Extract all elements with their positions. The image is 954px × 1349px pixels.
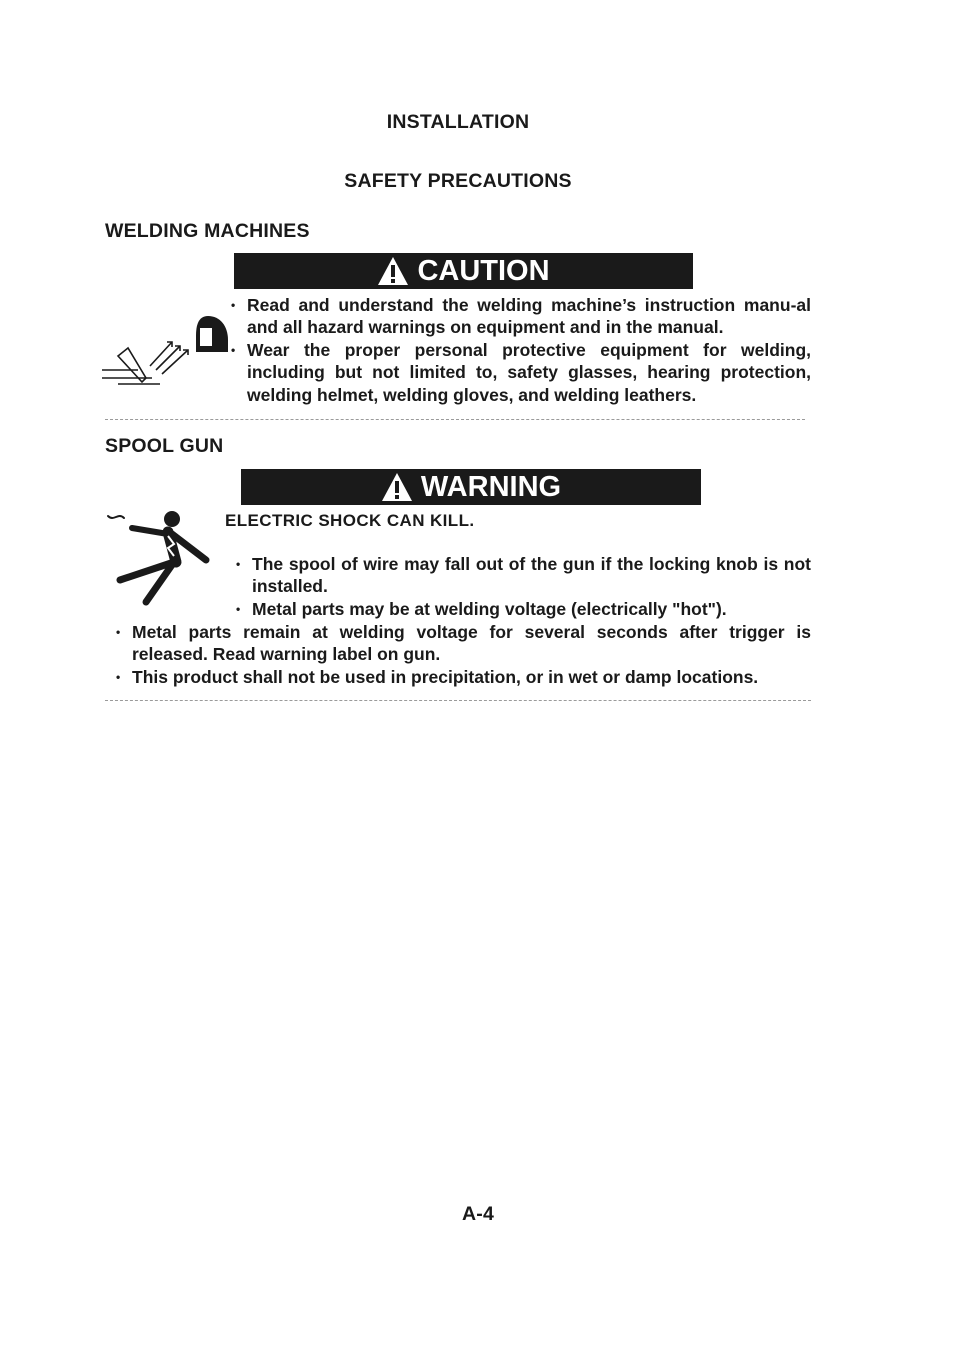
shock-subheading: ELECTRIC SHOCK CAN KILL. bbox=[225, 511, 475, 530]
page-subtitle: SAFETY PRECAUTIONS bbox=[344, 170, 572, 192]
section-divider-2 bbox=[105, 700, 811, 701]
warning-triangle-icon bbox=[377, 256, 409, 286]
welding-helmet-icon bbox=[100, 310, 232, 392]
electric-shock-icon bbox=[104, 508, 216, 610]
caution-banner-label: CAUTION bbox=[417, 254, 550, 287]
page-title: INSTALLATION bbox=[386, 111, 530, 133]
page-number: A-4 bbox=[461, 1203, 495, 1225]
caution-banner bbox=[234, 253, 693, 289]
section-heading-spool-gun: SPOOL GUN bbox=[105, 435, 224, 457]
warning-bullet-4: • This product shall not be used in precipitation, or in wet or damp locations. bbox=[116, 666, 811, 688]
caution-bullet-list bbox=[231, 294, 811, 406]
section-heading-welding: WELDING MACHINES bbox=[105, 220, 310, 242]
warning-bullet-3: • Metal parts remain at welding voltage for several seconds after trigger is released. Read warning label on gun. bbox=[116, 621, 811, 666]
caution-bullet-2: • Wear the proper personal protective equipment for welding, including but not limited to, safety glasses, hearing protection, welding helmet, welding gloves, and welding leathers. bbox=[231, 339, 811, 406]
section-divider-1 bbox=[105, 419, 805, 420]
warning-triangle-icon bbox=[381, 472, 413, 502]
warning-banner-label: WARNING bbox=[420, 470, 562, 503]
warning-bullet-list-full bbox=[116, 621, 811, 688]
warning-bullet-2: • Metal parts may be at welding voltage (electrically "hot"). bbox=[236, 598, 811, 620]
warning-banner bbox=[241, 469, 701, 505]
caution-bullet-1: • Read and understand the welding machine’s instruction manu-al and all hazard warnings on equipment and in the manual. bbox=[231, 294, 811, 339]
warning-bullet-1: • The spool of wire may fall out of the gun if the locking knob is not installed. bbox=[236, 553, 811, 598]
warning-bullet-list-inset bbox=[236, 553, 811, 620]
